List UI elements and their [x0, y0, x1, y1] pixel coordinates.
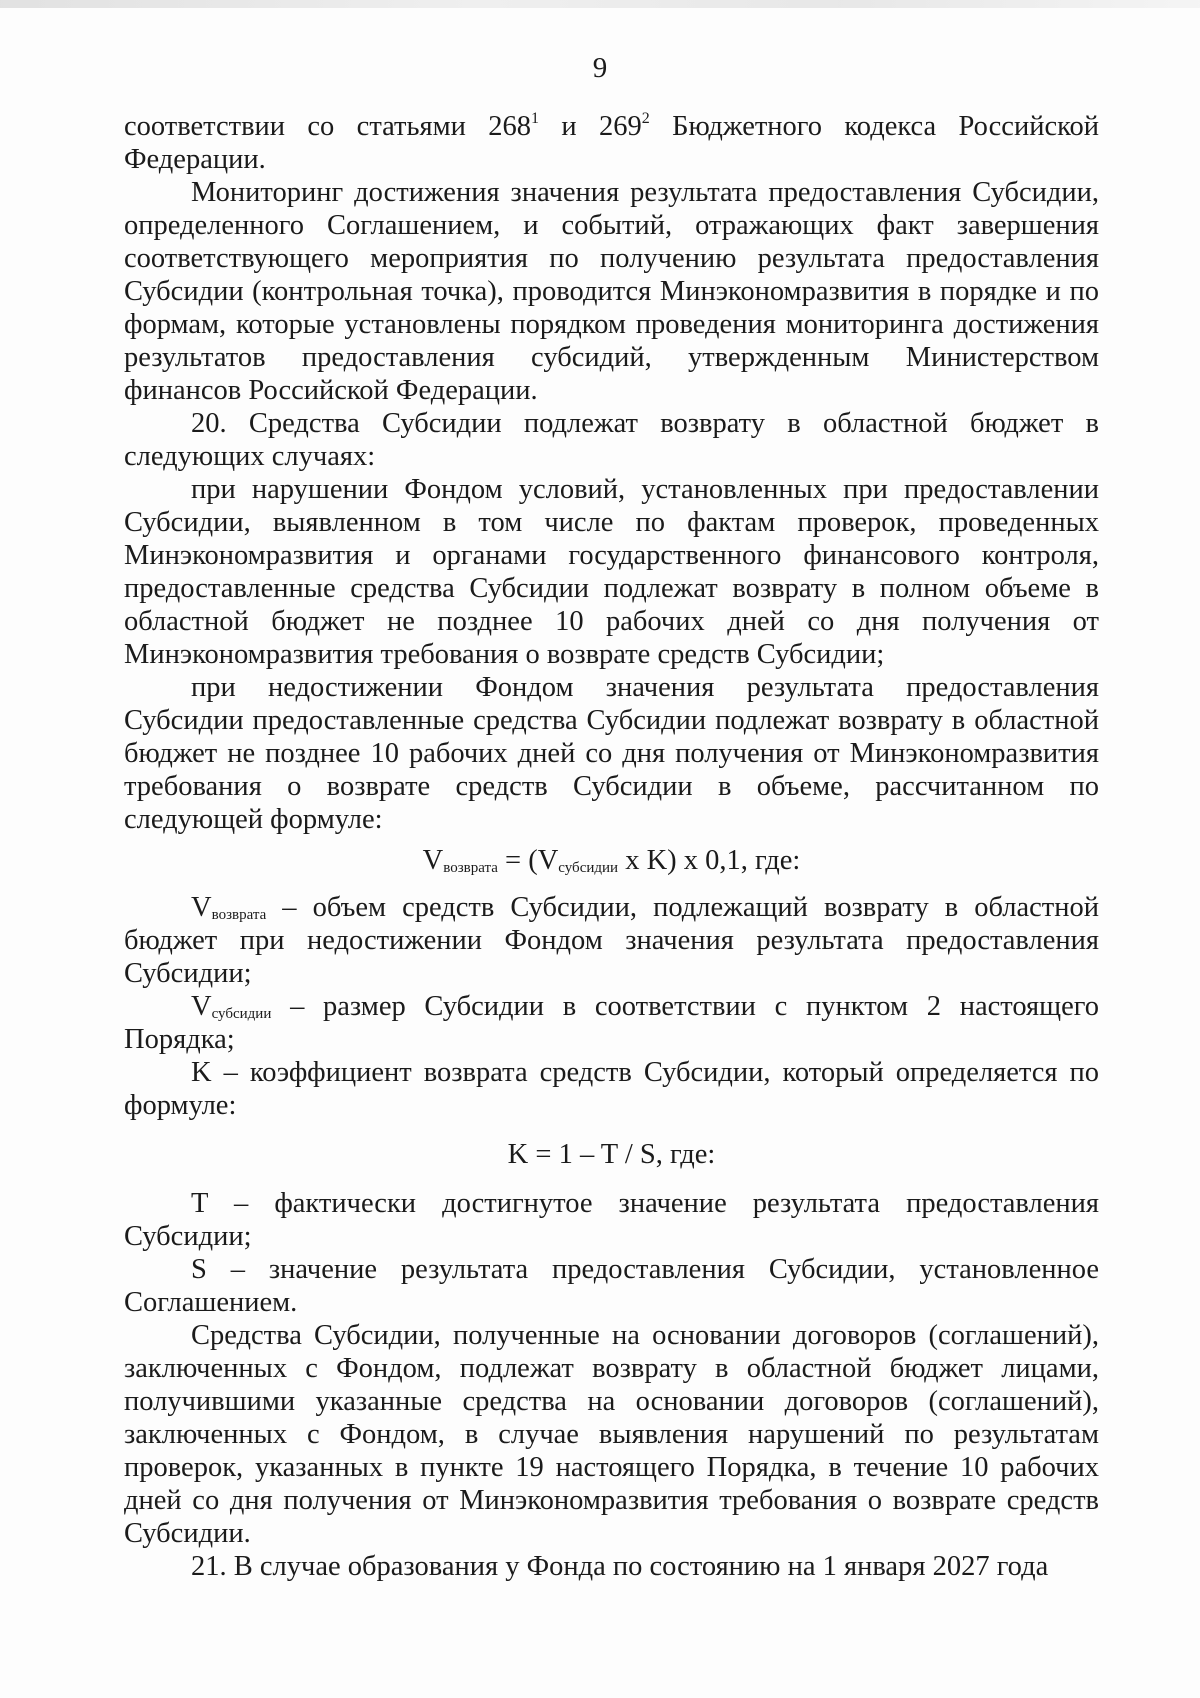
paragraph-budget-code — [124, 110, 1099, 176]
text: и 269 — [539, 111, 642, 142]
text: V — [422, 845, 444, 876]
formula-return-volume — [124, 844, 1099, 877]
document-body — [124, 110, 1099, 1583]
subscript: возврата — [443, 860, 498, 876]
superscript: 1 — [531, 110, 540, 127]
definition-v-subsidy — [124, 990, 1099, 1056]
text: V — [191, 892, 212, 923]
text: соответствии со статьями 268 — [124, 111, 532, 142]
subscript: субсидии — [211, 1006, 272, 1022]
paragraph-item-20: 20. Средства Субсидии подлежат возврату в областной бюджет в следующих случаях: — [124, 408, 1099, 472]
text: – объем средств Субсидии, подлежащий возврату в областной бюджет при недостижении Фондом значения результата предоставления Субсидии; — [124, 892, 1099, 989]
definition-k: K – коэффициент возврата средств Субсидии, который определяется по формуле: — [124, 1057, 1099, 1121]
paragraph-contracts-return: Средства Субсидии, полученные на основании договоров (соглашений), заключенных с Фондом, подлежат возврату в областной бюджет лицами, получившими указанные средства на основании договоров (соглашений), заключенных с Фондом, в случае выявления нарушений по результатам проверок, указанных в пункте 19 настоящего Порядка, в течение 10 рабочих дней со дня получения от Минэкономразвития требования о возврате средств Субсидии. — [124, 1320, 1099, 1549]
text: – размер Субсидии в соответствии с пунктом 2 настоящего Порядка; — [124, 991, 1099, 1055]
paragraph-nonachievement-case: при недостижении Фондом значения результата предоставления Субсидии предоставленные средства Субсидии подлежат возврату в областной бюджет не позднее 10 рабочих дней со дня получения от Минэкономразвития требования о возврате средств Субсидии в объеме, рассчитанном по следующей формуле: — [124, 672, 1099, 835]
text: V — [191, 991, 212, 1022]
definition-v-return — [124, 891, 1099, 990]
definition-t: T – фактически достигнутое значение результата предоставления Субсидии; — [124, 1188, 1099, 1252]
subscript: субсидии — [558, 860, 619, 876]
scan-edge — [0, 0, 1200, 8]
subscript: возврата — [211, 907, 267, 923]
text: Бюджетного кодекса Российской Федерации. — [124, 111, 1099, 175]
definition-s: S – значение результата предоставления Субсидии, установленное Соглашением. — [124, 1254, 1099, 1318]
formula-coefficient: K = 1 – T / S, где: — [507, 1139, 716, 1170]
paragraph-monitoring: Мониторинг достижения значения результата предоставления Субсидии, определенного Соглашением, и событий, отражающих факт завершения соответствующего мероприятия по получению результата предоставления Субсидии (контрольная точка), проводится Минэкономразвития в порядке и по формам, которые установлены порядком проведения мониторинга достижения результатов предоставления субсидий, утвержденным Министерством финансов Российской Федерации. — [124, 177, 1099, 406]
paragraph-item-21: 21. В случае образования у Фонда по состоянию на 1 января 2027 года — [191, 1551, 1049, 1582]
paragraph-violation-case: при нарушении Фондом условий, установленных при предоставлении Субсидии, выявленном в том числе по фактам проверок, проведенных Минэкономразвития и органами государственного финансового контроля, предоставленные средства Субсидии подлежат возврату в полном объеме в областной бюджет не позднее 10 рабочих дней со дня получения от Минэкономразвития требования о возврате средств Субсидии; — [124, 474, 1099, 670]
page-number: 9 — [592, 52, 608, 84]
text: = (V — [497, 845, 559, 876]
text: x K) x 0,1, где: — [618, 845, 801, 876]
superscript: 2 — [641, 110, 650, 127]
